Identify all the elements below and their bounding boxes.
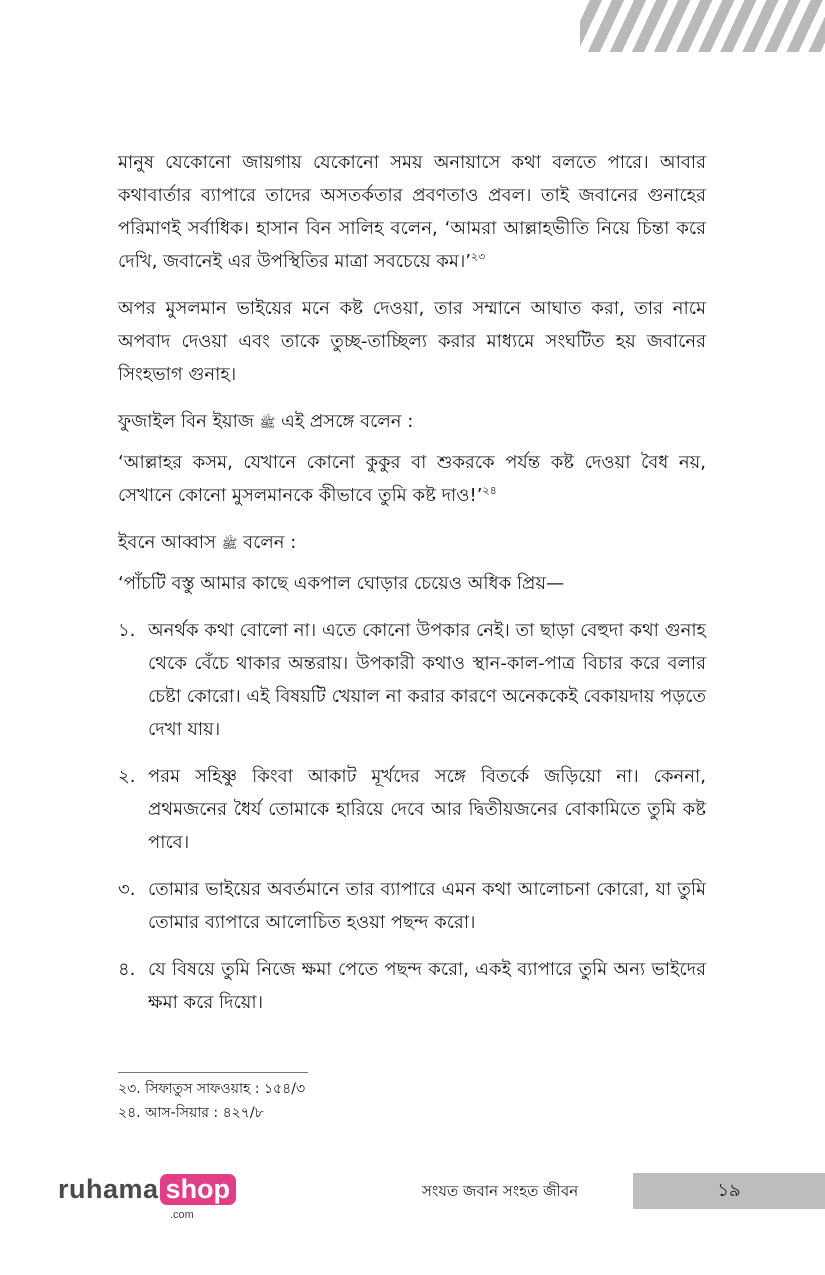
- list-number: ১.: [118, 620, 136, 641]
- paragraph-5: ইবনে আব্বাস ﷺ বলেন :: [118, 532, 297, 553]
- honorific-glyph: ﷺ: [259, 416, 276, 431]
- paragraph-2: অপর মুসলমান ভাইয়ের মনে কষ্ট দেওয়া, তার সম্মানে আঘাত করা, তার নামে অপবাদ দেওয়া এবং তাকে তুচ্ছ-তাচ্ছিল্য করার মাধ্যমে সংঘটিত হয় জবানের সিংহভাগ গুনাহ।: [118, 298, 706, 385]
- list-text: যে বিষয়ে তুমি নিজে ক্ষমা পেতে পছন্দ করো, একই ব্যাপারে তুমি অন্য ভাইদের ক্ষমা করে দিয়ো।: [148, 959, 706, 1013]
- corner-stripes-decoration: [580, 0, 825, 52]
- paragraph-1: মানুষ যেকোনো জায়গায় যেকোনো সময় অনায়াসে কথা বলতে পারে। আবার কথাবার্তার ব্যাপারে তাদের অসতর্কতার প্রবণতাও প্রবল। তাই জবানের গুনাহের পরিমাণই সর্বাধিক। হাসান বিন সালিহ বলেন, ‘আমরা আল্লাহভীতি নিয়ে চিন্তা করে দেখি, জবানেই এর উপস্থিতির মাত্রা সবচেয়ে কম।’$^{২৩}$: [118, 152, 706, 272]
- list-item: [118, 953, 706, 1019]
- list-text: তোমার ভাইয়ের অবর্তমানে তার ব্যাপারে এমন কথা আলোচনা কোরো, যা তুমি তোমার ব্যাপারে আলোচিত হওয়া পছন্দ করো।: [148, 879, 706, 933]
- list-item: [118, 873, 706, 939]
- paragraph-6: ‘পাঁচটি বস্তু আমার কাছে একপাল ঘোড়ার চেয়েও অধিক প্রিয়—: [118, 573, 565, 594]
- paragraph-quote-1: ‘আল্লাহর কসম, যেখানে কোনো কুকুর বা শুকরকে পর্যন্ত কষ্ট দেওয়া বৈধ নয়, সেখানে কোনো মুসলমানকে কীভাবে তুমি কষ্ট দাও!’$^{২৪}$: [118, 452, 706, 506]
- logo-text-main: ruhama: [58, 1174, 159, 1204]
- paragraph-3: ফুজাইল বিন ইয়াজ ﷺ এই প্রসঙ্গে বলেন :: [118, 411, 414, 432]
- running-title: সংযত জবান সংহত জীবন: [422, 1182, 579, 1200]
- list-number: ৩.: [118, 879, 136, 900]
- footnote-23: ২৩. সিফাতুস সাফওয়াহ : ১৫৪/৩: [118, 1081, 306, 1097]
- page-number: ১৯: [633, 1173, 825, 1209]
- list-item: [118, 760, 706, 859]
- list-number: ২.: [118, 766, 136, 787]
- footnotes: [118, 1072, 418, 1125]
- ruhamashop-logo: [58, 1174, 236, 1224]
- footnote-ref-23: ২৩: [471, 250, 486, 263]
- logo-text-shop: shop: [160, 1174, 237, 1205]
- list-text: পরম সহিষ্ণু কিংবা আকাট মূর্খদের সঙ্গে বিতর্কে জড়িয়ো না। কেননা, প্রথমজনের ধৈর্য তোমাকে হারিয়ে দেবে আর দ্বিতীয়জনের বোকামিতে তুমি কষ্ট পাবে।: [148, 766, 706, 853]
- footnote-24: ২৪. আস-সিয়ার : ৪২৭/৮: [118, 1105, 264, 1121]
- honorific-glyph: ﷺ: [221, 537, 238, 552]
- footnote-divider: [118, 1072, 308, 1073]
- logo-text-domain: .com: [170, 1209, 194, 1221]
- page-body: [118, 146, 706, 1033]
- list-number: ৪.: [118, 959, 136, 980]
- list-text: অনর্থক কথা বোলো না। এতে কোনো উপকার নেই। তা ছাড়া বেহুদা কথা গুনাহ থেকে বেঁচে থাকার অন্তরায়। উপকারী কথাও স্থান-কাল-পাত্র বিচার করে বলার চেষ্টা কোরো। এই বিষয়টি খেয়াল না করার কারণে অনেককেই বেকায়দায় পড়তে দেখা যায়।: [148, 620, 706, 740]
- list-item: [118, 614, 706, 746]
- footnote-ref-24: ২৪: [482, 484, 497, 497]
